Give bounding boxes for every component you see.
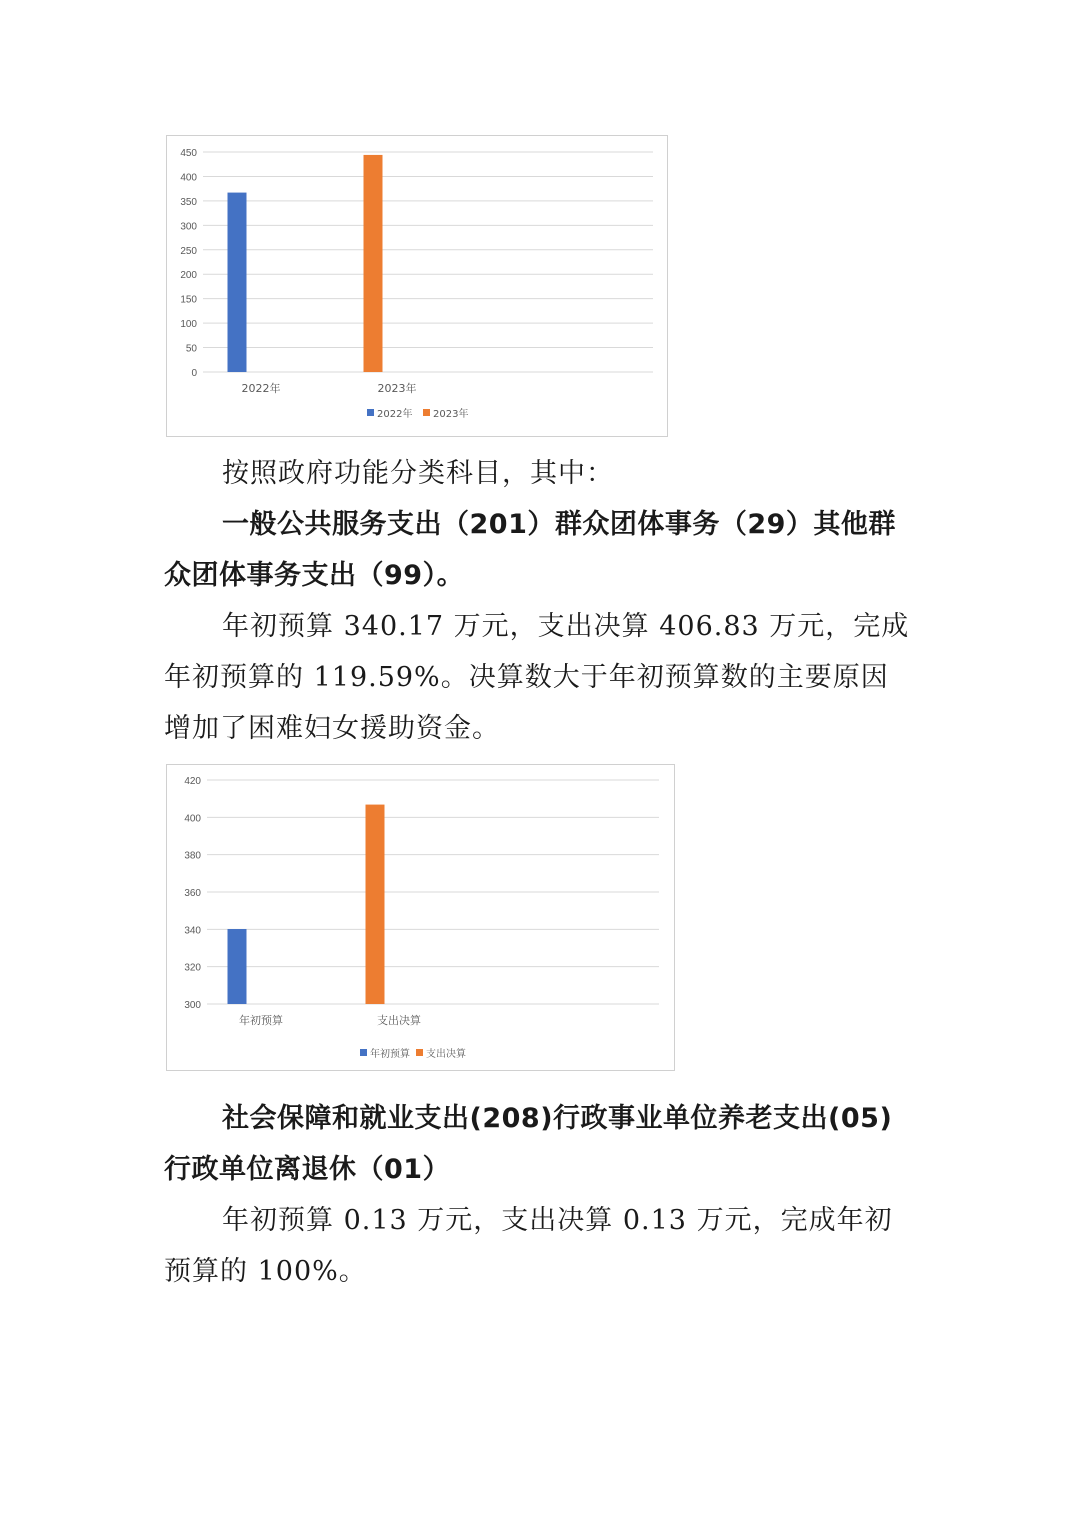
legend-label: 2022年 [377, 409, 413, 420]
x-category-label: 2023年 [377, 382, 417, 395]
heading-general-public-service: 一般公共服务支出（201）群众团体事务（29）其他群众团体事务支出（99）。 [164, 509, 896, 591]
y-tick-label: 0 [191, 368, 197, 379]
legend-swatch [360, 1049, 367, 1056]
y-tick-label: 400 [180, 172, 197, 184]
bar-chart-year-comparison [166, 135, 668, 437]
y-tick-label: 100 [180, 319, 197, 331]
legend-label: 支出决算 [426, 1049, 466, 1060]
x-category-label: 支出决算 [377, 1014, 421, 1027]
bar-0 [228, 193, 247, 372]
chart-svg [167, 765, 674, 1070]
y-tick-label: 400 [184, 813, 201, 825]
y-tick-label: 300 [184, 1000, 201, 1011]
y-tick-label: 200 [180, 270, 197, 282]
y-tick-label: 250 [180, 245, 197, 257]
bar-0 [228, 929, 247, 1004]
heading-social-security: 社会保障和就业支出(208)行政事业单位养老支出(05)行政单位离退休（01） [164, 1103, 893, 1185]
legend-label: 年初预算 [370, 1049, 410, 1060]
paragraph-budget-2: 年初预算 0.13 万元，支出决算 0.13 万元，完成年初预算的 100%。 [164, 1205, 893, 1287]
y-tick-label: 350 [180, 196, 197, 208]
legend-swatch [367, 409, 374, 416]
y-tick-label: 150 [180, 294, 197, 306]
intro-text: 按照政府功能分类科目，其中： [222, 458, 614, 489]
y-tick-label: 360 [184, 888, 201, 899]
x-category-label: 年初预算 [239, 1014, 283, 1027]
y-tick-label: 300 [180, 221, 197, 233]
y-tick-label: 340 [184, 925, 201, 937]
bar-1 [366, 805, 385, 1004]
y-tick-label: 320 [184, 962, 201, 974]
legend-label: 2023年 [433, 409, 469, 420]
y-tick-label: 380 [184, 850, 201, 862]
legend-swatch [423, 409, 430, 416]
y-tick-label: 450 [180, 148, 197, 159]
x-category-label: 2022年 [241, 382, 281, 395]
paragraph-budget-1: 年初预算 340.17 万元，支出决算 406.83 万元，完成年初预算的 119.59%。决算数大于年初预算数的主要原因增加了困难妇女援助资金。 [164, 611, 910, 744]
bar-chart-budget-vs-actual [166, 764, 675, 1071]
chart-svg [167, 136, 667, 436]
y-tick-label: 50 [185, 343, 197, 355]
y-tick-label: 420 [184, 776, 201, 787]
bar-1 [364, 155, 383, 372]
legend-swatch [416, 1049, 423, 1056]
